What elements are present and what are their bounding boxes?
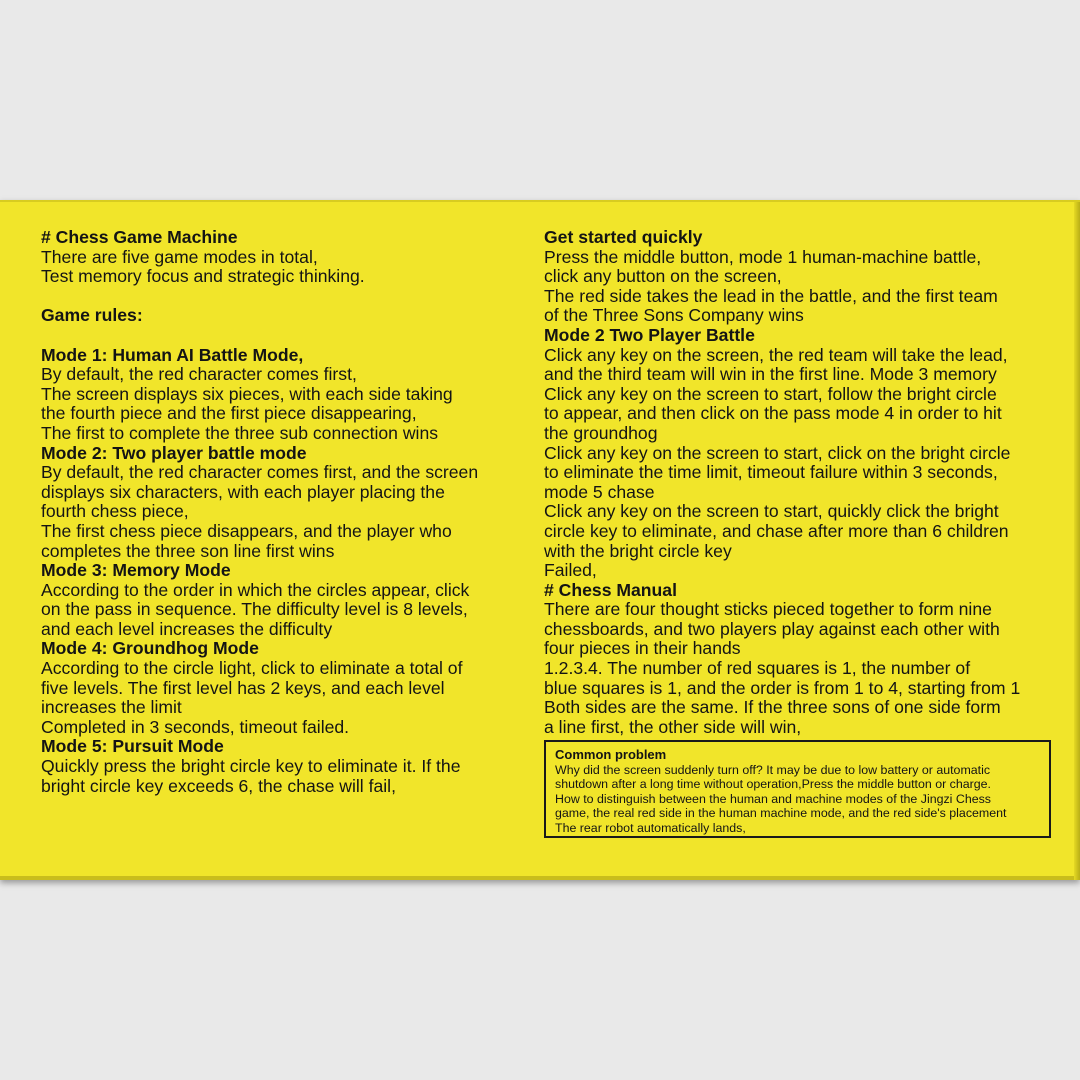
mode-2-line: The first chess piece disappears, and the player who [41,520,452,541]
mode-4-line: Completed in 3 seconds, timeout failed. [41,716,350,737]
mode-2-battle-line: mode 5 chase [544,481,655,502]
chess-manual-line: chessboards, and two players play against each other with [544,618,1000,639]
mode-2-battle-line: Click any key on the screen, the red team will take the lead, [544,344,1008,365]
intro-line: Test memory focus and strategic thinking. [41,266,365,287]
mode-3-heading: Mode 3: Memory Mode [41,560,231,581]
mode-2-battle-line: Click any key on the screen to start, quickly click the bright [544,501,999,522]
mode-4-heading: Mode 4: Groundhog Mode [41,638,259,659]
mode-2-battle-line: to appear, and then click on the pass mode 4 in order to hit [544,403,1002,424]
box-side-edge [1074,202,1080,880]
mode-4-line: five levels. The first level has 2 keys, and each level [41,677,445,698]
yellow-box-panel [0,200,1080,880]
quick-start-line: of the Three Sons Company wins [544,305,804,326]
mode-4-line: increases the limit [41,697,182,718]
quick-start-heading: Get started quickly [544,227,703,247]
common-problem-line: shutdown after a long time without operation,Press the middle button or charge. [555,777,991,792]
mode-1-line: The first to complete the three sub connection wins [41,422,439,443]
chess-manual-line: blue squares is 1, and the order is from 1 to 4, starting from 1 [544,677,1021,698]
mode-1-line: the fourth piece and the first piece disappearing, [41,403,417,424]
mode-2-battle-line: to eliminate the time limit, timeout failure within 3 seconds, [544,462,998,483]
quick-start-line: click any button on the screen, [544,266,782,287]
chess-manual-line: a line first, the other side will win, [544,716,802,737]
common-problem-box [544,740,1051,838]
manual-title: # Chess Game Machine [41,227,238,247]
mode-1-line: By default, the red character comes first, [41,364,357,385]
mode-2-battle-line: Failed, [544,560,597,581]
mode-2-battle-line: Click any key on the screen to start, click on the bright circle [544,442,1011,463]
mode-2-line: By default, the red character comes first, and the screen [41,462,479,483]
mode-3-line: on the pass in sequence. The difficulty level is 8 levels, [41,599,468,620]
mode-2-battle-line: the groundhog [544,422,658,443]
quick-start-line: Press the middle button, mode 1 human-machine battle, [544,246,982,267]
mode-2-battle-heading: Mode 2 Two Player Battle [544,324,755,345]
right-column [544,228,1034,737]
chess-manual-line: 1.2.3.4. The number of red squares is 1, the number of [544,658,971,679]
chess-manual-heading: # Chess Manual [544,579,677,600]
intro-line: There are five game modes in total, [41,246,318,267]
chess-manual-line: There are four thought sticks pieced together to form nine [544,599,992,620]
left-column [41,228,531,796]
common-problem-line: The rear robot automatically lands, [555,820,746,835]
game-rules-heading: Game rules: [41,305,143,326]
mode-5-line: bright circle key exceeds 6, the chase will fail, [41,775,396,796]
mode-2-battle-line: circle key to eliminate, and chase after more than 6 children [544,520,1009,541]
common-problem-line: Why did the screen suddenly turn off? It may be due to low battery or automatic [555,762,991,777]
mode-3-line: and each level increases the difficulty [41,618,333,639]
mode-5-line: Quickly press the bright circle key to eliminate it. If the [41,756,461,777]
mode-2-battle-line: with the bright circle key [544,540,732,561]
common-problem-line: How to distinguish between the human and machine modes of the Jingzi Chess [555,791,991,806]
quick-start-line: The red side takes the lead in the battle, and the first team [544,285,998,306]
mode-5-heading: Mode 5: Pursuit Mode [41,736,224,757]
mode-3-line: According to the order in which the circles appear, click [41,579,470,600]
common-problem-title: Common problem [555,747,667,762]
common-problem-line: game, the real red side in the human machine mode, and the red side's placement [555,806,1007,821]
mode-4-line: According to the circle light, click to eliminate a total of [41,658,463,679]
mode-2-battle-line: and the third team will win in the first line. Mode 3 memory [544,364,997,385]
mode-2-line: completes the three son line first wins [41,540,335,561]
mode-1-heading: Mode 1: Human AI Battle Mode, [41,344,304,365]
chess-manual-line: four pieces in their hands [544,638,741,659]
mode-2-line: fourth chess piece, [41,501,189,522]
chess-manual-line: Both sides are the same. If the three sons of one side form [544,697,1001,718]
mode-2-line: displays six characters, with each player placing the [41,481,445,502]
mode-2-battle-line: Click any key on the screen to start, follow the bright circle [544,383,997,404]
mode-1-line: The screen displays six pieces, with each side taking [41,383,453,404]
mode-2-heading: Mode 2: Two player battle mode [41,442,307,463]
